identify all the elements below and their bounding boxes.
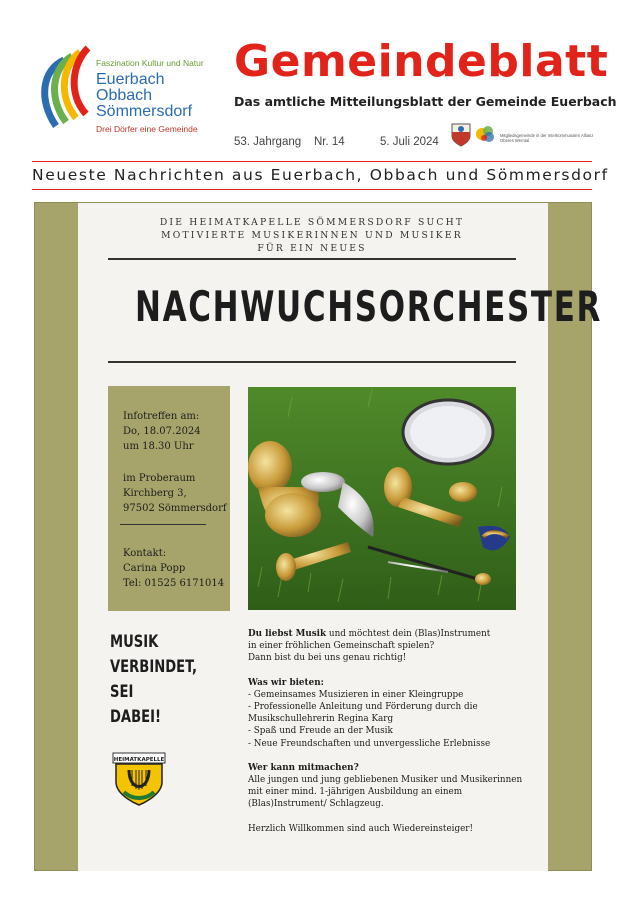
- meeting-label: Infotreffen am:: [123, 411, 200, 422]
- brass-instruments-photo: [248, 387, 516, 610]
- slogan-line: MUSIK: [110, 632, 159, 652]
- club-logo-text: HEIMATKAPELLE: [113, 757, 165, 763]
- logo-town-obbach: Obbach: [96, 87, 153, 104]
- offer-item: - Neue Freundschaften und unvergessliche Erlebnisse: [248, 738, 491, 749]
- offer-item: Musikschullehrerin Regina Karg: [248, 714, 394, 725]
- poster-rule-bottom: [108, 361, 516, 363]
- offer-item: - Professionelle Anleitung und Förderung durch die: [248, 702, 478, 713]
- offer-item: - Spaß und Freude an der Musik: [248, 726, 393, 737]
- offer-heading-text: Was wir bieten:: [248, 677, 324, 688]
- slogan-line: SEI: [110, 682, 134, 702]
- body-line: in einer fröhlichen Gemeinschaft spielen?: [248, 641, 435, 652]
- who-line: Alle jungen und jung gebliebenen Musiker und Musikerinnen: [248, 775, 523, 786]
- logo-tagline: Faszination Kultur und Natur: [96, 58, 204, 68]
- poster-intro-line: FÜR EIN NEUES: [257, 243, 367, 254]
- offer-heading: [248, 677, 538, 689]
- poster-intro-line: DIE HEIMATKAPELLE SÖMMERSDORF SUCHT: [159, 217, 465, 228]
- offer-item: - Gemeinsames Musizieren in einer Kleingruppe: [248, 689, 464, 700]
- alliance-logo-icon: [474, 122, 498, 146]
- body-text: und möchtest dein (Blas)Instrument: [326, 629, 491, 639]
- alliance-membership-text: Mitgliedsgemeinde in der Interkommunalen Allianz Oberes Werntal: [500, 133, 594, 143]
- who-heading: [248, 762, 538, 774]
- contact-label: Kontakt:: [123, 548, 167, 559]
- logo-subtitle: Drei Dörfer eine Gemeinde: [96, 124, 198, 134]
- contact-name: Carina Popp: [123, 563, 186, 574]
- location-line: 97502 Sömmersdorf: [123, 503, 227, 514]
- poster-rule-top: [108, 258, 516, 260]
- location-line: Kirchberg 3,: [123, 488, 187, 499]
- meeting-time: um 18.30 Uhr: [123, 441, 194, 452]
- news-banner: Neueste Nachrichten aus Euerbach, Obbach und Sömmersdorf: [32, 166, 609, 184]
- welcome-line: Herzlich Willkommen sind auch Wiedereinsteiger!: [248, 823, 474, 834]
- newspaper-title: Gemeindeblatt: [234, 36, 609, 87]
- issue-number: Nr. 14: [314, 136, 345, 148]
- body-line: [248, 628, 538, 640]
- who-line: mit einer mind. 1-jährigen Ausbildung an einem: [248, 787, 463, 798]
- logo-town-euerbach: Euerbach: [96, 71, 165, 88]
- body-highlight: Du liebst Musik: [248, 629, 327, 639]
- poster-intro-line: MOTIVIERTE MUSIKERINNEN UND MUSIKER: [161, 230, 463, 241]
- banner-rule-top: [32, 161, 592, 162]
- newspaper-subtitle: Das amtliche Mitteilungsblatt der Gemeinde Euerbach: [234, 94, 617, 109]
- volume-label: 53. Jahrgang: [234, 136, 302, 148]
- who-line: (Blas)Instrument/ Schlagzeug.: [248, 799, 384, 810]
- coat-of-arms-icon: [450, 122, 472, 148]
- banner-rule-bottom: [32, 189, 592, 190]
- slogan-line: VERBINDET,: [110, 657, 198, 677]
- poster-body-text: [248, 628, 538, 835]
- meeting-date: Do, 18.07.2024: [123, 426, 201, 437]
- poster-intro: [100, 216, 524, 255]
- location-line: im Proberaum: [123, 473, 196, 484]
- who-heading-text: Wer kann mitmachen?: [248, 762, 359, 773]
- heimatkapelle-logo-icon: [112, 752, 166, 806]
- slogan-line: DABEI!: [110, 707, 162, 727]
- body-line: Dann bist du bei uns genau richtig!: [248, 653, 407, 664]
- info-divider: [120, 524, 206, 525]
- logo-town-soemmersdorf: Sömmersdorf: [96, 103, 193, 120]
- contact-phone: Tel: 01525 6171014: [123, 578, 225, 589]
- poster-slogan: [110, 630, 197, 730]
- issue-date: 5. Juli 2024: [380, 136, 439, 148]
- poster-headline: NACHWUCHSORCHESTER: [135, 282, 603, 331]
